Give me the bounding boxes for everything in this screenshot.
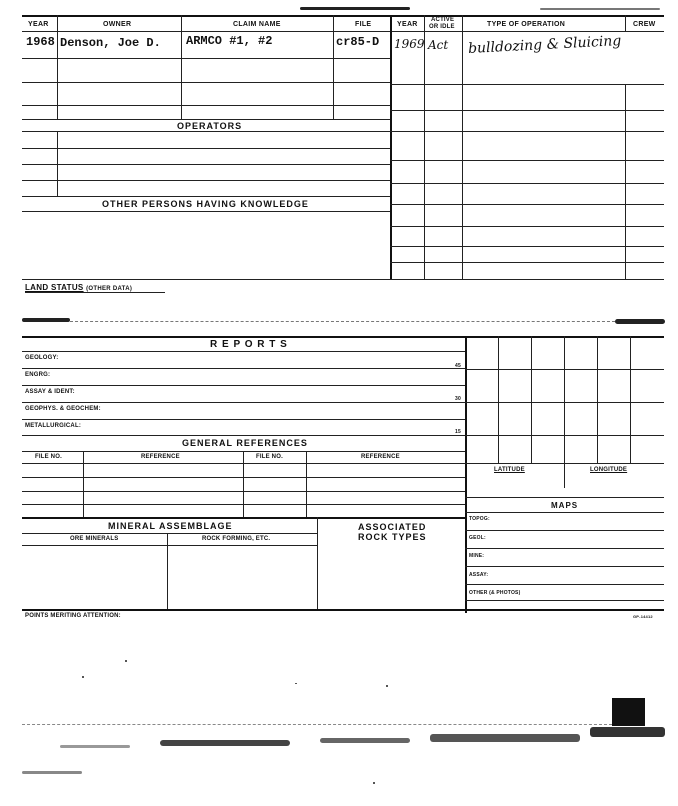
scan-smudge-bottom-2 [320, 738, 410, 743]
scan-smudge-top [300, 7, 410, 10]
report-geophys: GEOPHYS. & GEOCHEM: [25, 406, 101, 412]
grid-v-3 [564, 336, 565, 463]
mineral-ore-minerals: ORE MINERALS [70, 536, 119, 542]
mineral-top-rule [22, 517, 465, 519]
report-rule-metallurgical [22, 435, 465, 436]
operators-rule [22, 119, 390, 120]
divider-type-crew [625, 15, 626, 31]
scan-smudge-bottom-4 [590, 727, 665, 737]
refs-col-file-no-2: FILE NO. [256, 454, 283, 460]
mineral-subhead-rule [22, 533, 317, 534]
row-rule-2 [22, 82, 390, 83]
op-row-7 [390, 226, 664, 227]
land-status-underline [25, 292, 165, 293]
refs-col-reference-1: REFERENCE [141, 454, 180, 460]
report-assay: ASSAY & IDENT: [25, 389, 75, 395]
report-rule-engrg [22, 385, 465, 386]
op-row-10 [390, 279, 664, 280]
mineral-assemblage-heading: MINERAL ASSEMBLAGE [108, 521, 233, 531]
grid-h-3 [465, 435, 664, 436]
report-num-15: 15 [455, 429, 461, 435]
header-type-of-operation: TYPE OF OPERATION [487, 21, 566, 28]
op-row-5 [390, 183, 664, 184]
scan-speck [373, 782, 375, 784]
scan-smudge-bottom-5 [60, 745, 130, 748]
entry-year: 1968 [26, 35, 55, 49]
associated-line2: ROCK TYPES [358, 532, 427, 542]
reports-right-border [465, 336, 467, 613]
header-owner: OWNER [103, 21, 132, 28]
row-rule-1 [22, 58, 390, 59]
scan-speck [82, 676, 84, 678]
claim-col-line [181, 31, 182, 119]
map-assay: ASSAY: [469, 572, 489, 578]
grid-h-1 [465, 369, 664, 370]
row-rule-3 [22, 105, 390, 106]
divider-left-right [390, 15, 392, 280]
operators-heading: OPERATORS [177, 121, 243, 131]
maps-top-rule [465, 497, 664, 498]
mineral-col-divider [167, 533, 168, 609]
scan-speck [295, 683, 297, 684]
map-rule-topog [465, 530, 664, 531]
reports-rule-2 [22, 351, 465, 352]
report-rule-geology [22, 368, 465, 369]
report-rule-geophys [22, 419, 465, 420]
operators-col-line [57, 131, 58, 196]
op-row-8 [390, 246, 664, 247]
refs-divider-1 [83, 451, 84, 517]
map-geol: GEOL: [469, 535, 486, 541]
op-row-6 [390, 204, 664, 205]
mineral-bottom-rule [22, 609, 664, 611]
scan-dark-square [612, 698, 645, 726]
land-status-label: LAND STATUS [25, 283, 84, 292]
report-engrg: ENGRG: [25, 372, 51, 378]
grid-h-2 [465, 402, 664, 403]
grid-v-5 [630, 336, 631, 463]
refs-col-reference-2: REFERENCE [361, 454, 400, 460]
mineral-associated-divider [317, 517, 318, 609]
grid-v-2 [531, 336, 532, 463]
report-num-45: 45 [455, 363, 461, 369]
divider-year2-active [424, 15, 425, 280]
refs-col-file-no-1: FILE NO. [35, 454, 62, 460]
divider-year-owner [57, 15, 58, 31]
divider-active-type [462, 15, 463, 280]
scan-smudge-bottom-6 [22, 771, 82, 774]
map-rule-other [465, 600, 664, 601]
entry-claim-name: ARMCO #1, #2 [186, 34, 273, 48]
header-active-line1: ACTIVE [431, 17, 455, 23]
map-topog: TOPOG: [469, 516, 490, 522]
grid-v-4 [597, 336, 598, 463]
owner-col-line [57, 31, 58, 119]
divider-claim-file [333, 15, 334, 31]
header-crew: CREW [633, 21, 656, 28]
other-persons-heading: OTHER PERSONS HAVING KNOWLEDGE [102, 199, 309, 209]
scan-smudge-bottom-3 [430, 734, 580, 742]
scan-smudge-mid-left [22, 318, 70, 322]
points-meriting-attention: POINTS MERITING ATTENTION: [25, 613, 121, 619]
operators-row-3 [22, 180, 390, 181]
divider-owner-claim [181, 15, 182, 31]
associated-line1: ASSOCIATED [358, 522, 427, 532]
header-year: YEAR [28, 21, 49, 28]
op-row-4 [390, 160, 664, 161]
refs-divider-2 [243, 451, 244, 517]
other-persons-rule [22, 196, 390, 197]
latitude-label: LATITUDE [494, 467, 525, 473]
entry-owner: Denson, Joe D. [60, 36, 161, 50]
maps-rule-2 [465, 512, 664, 513]
header-claim-name: CLAIM NAME [233, 21, 281, 28]
general-references-heading: GENERAL REFERENCES [182, 438, 308, 448]
scan-smudge-mid-right [615, 319, 665, 324]
report-metallurgical: METALLURGICAL: [25, 423, 82, 429]
header-file: FILE [355, 21, 372, 28]
lat-long-divider [564, 463, 565, 488]
map-rule-mine [465, 566, 664, 567]
reports-top-rule [22, 336, 664, 338]
file-col-line [333, 31, 334, 119]
op-row-1 [390, 84, 664, 85]
other-persons-rule-2 [22, 211, 390, 212]
map-other: OTHER (& PHOTOS) [469, 590, 521, 596]
op-row-9 [390, 262, 664, 263]
report-geology: GEOLOGY: [25, 355, 59, 361]
header-active-line2: OR IDLE [429, 24, 455, 30]
reports-heading: R E P O R T S [210, 339, 288, 350]
scan-speck [386, 685, 388, 687]
scan-speck [125, 660, 127, 662]
scan-smudge-bottom-1 [160, 740, 290, 746]
header-bottom-rule [22, 31, 664, 32]
operators-row-1 [22, 148, 390, 149]
entry-hand-operation: bulldozing & Sluicing [467, 32, 622, 58]
scan-smudge-top-right [540, 8, 660, 10]
longitude-label: LONGITUDE [590, 467, 628, 473]
op-row-3 [390, 131, 664, 132]
maps-heading: MAPS [551, 501, 579, 510]
mineral-cols-rule [22, 545, 317, 546]
report-rule-assay [22, 402, 465, 403]
land-status-heading [25, 283, 132, 292]
header-year-2: YEAR [397, 21, 418, 28]
map-mine: MINE: [469, 553, 485, 559]
map-rule-geol [465, 548, 664, 549]
refs-divider-3 [306, 451, 307, 517]
map-rule-assay [465, 584, 664, 585]
entry-hand-active: Act [428, 38, 449, 52]
land-status-note: (OTHER DATA) [86, 286, 133, 292]
header-top-rule [22, 15, 664, 17]
operators-row-2 [22, 164, 390, 165]
entry-hand-year: 1969 [394, 37, 425, 51]
grid-v-1 [498, 336, 499, 463]
mineral-rock-forming: ROCK FORMING, ETC. [202, 536, 271, 542]
dashed-mid-line [70, 321, 615, 322]
operators-rule-2 [22, 131, 390, 132]
scan-dashed-line [22, 724, 612, 725]
crew-col-line [625, 84, 626, 279]
report-num-30: 30 [455, 396, 461, 402]
form-code: GP-14412 [633, 614, 653, 619]
other-persons-bottom [22, 279, 390, 280]
op-row-2 [390, 110, 664, 111]
entry-file: cr85-D [336, 35, 380, 49]
